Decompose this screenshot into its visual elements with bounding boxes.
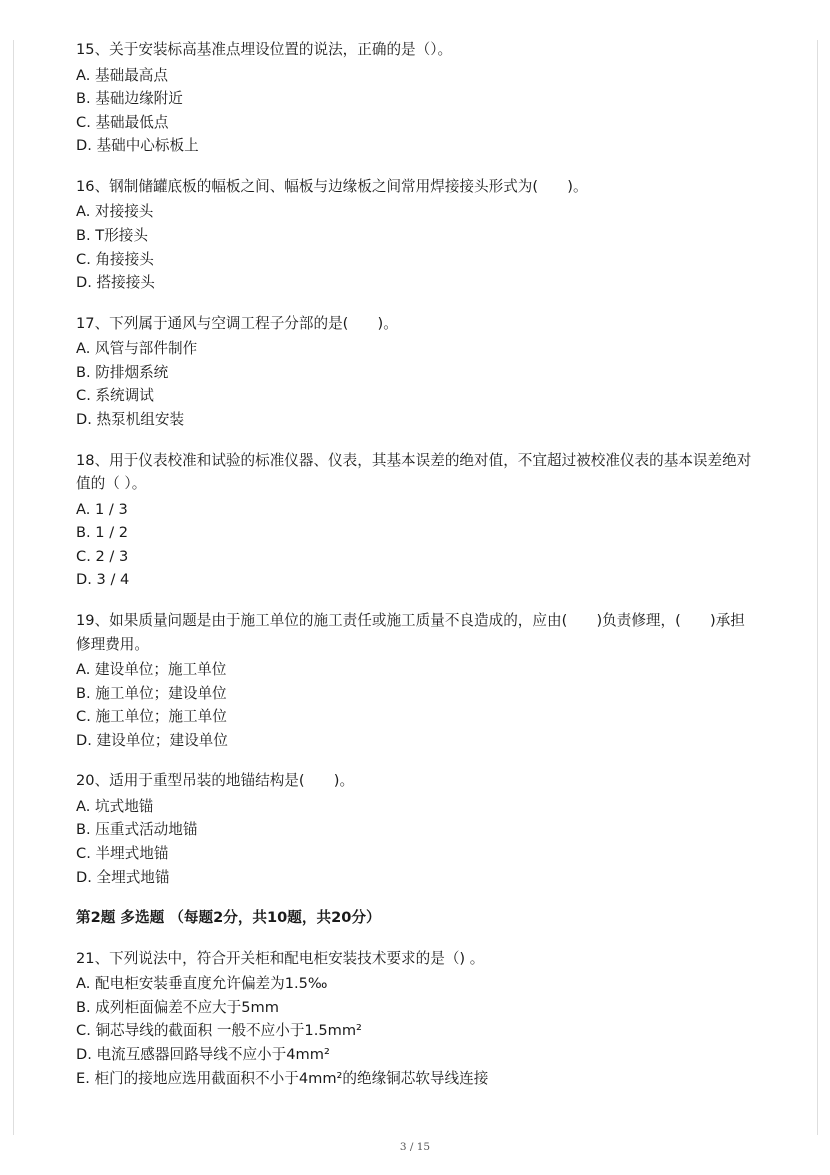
answer-option: C. 系统调试 xyxy=(76,387,154,405)
answer-option: A. 对接接头 xyxy=(76,203,154,221)
answer-option: D. 搭接接头 xyxy=(76,274,155,292)
exam-content xyxy=(76,38,756,1107)
answer-option: C. 角接接头 xyxy=(76,250,154,268)
question-stem: 15、关于安装标高基准点埋设位置的说法，正确的是（）。 xyxy=(76,41,453,58)
answer-option: D. 电流互感器回路导线不应小于4mm² xyxy=(76,1046,330,1064)
answer-option: C. 铜芯导线的截面积 一般不应小于1.5mm² xyxy=(76,1022,362,1040)
answer-option: A. 建设单位；施工单位 xyxy=(76,661,227,678)
answer-option: E. 柜门的接地应选用截面积不小于4mm²的绝缘铜芯软导线连接 xyxy=(76,1069,489,1087)
question-group-single-choice xyxy=(76,38,756,889)
question-stem: 18、用于仪表校准和试验的标准仪器、仪表，其基本误差的绝对值，不宜超过被校准仪表的基本误差绝对值的（ ）。 xyxy=(76,451,752,493)
question-block xyxy=(76,947,756,1090)
answer-option: D. 热泵机组安装 xyxy=(76,411,185,429)
question-block xyxy=(76,175,756,295)
answer-option: B. 基础边缘附近 xyxy=(76,90,183,108)
question-block xyxy=(76,769,756,889)
answer-option: B. 防排烟系统 xyxy=(76,363,169,381)
answer-option: D. 基础中心标板上 xyxy=(76,137,199,155)
answer-option: D. 建设单位；建设单位 xyxy=(76,731,228,749)
section-title: 第2题 多选题 （每题2分，共10题，共20分） xyxy=(76,909,381,927)
answer-option: C. 半埋式地锚 xyxy=(76,845,169,863)
question-stem: 21、下列说法中，符合开关柜和配电柜安装技术要求的是（) 。 xyxy=(76,949,485,967)
answer-option: A. 配电柜安装垂直度允许偏差为1.5‰ xyxy=(76,975,328,993)
answer-option: C. 2 / 3 xyxy=(76,547,129,565)
answer-option: B. 成列柜面偏差不应大于5mm xyxy=(76,998,279,1016)
question-stem: 19、如果质量问题是由于施工单位的施工责任或施工质量不良造成的，应由( )负责修理，( )承担修理费用。 xyxy=(76,612,745,653)
question-stem: 16、钢制储罐底板的幅板之间、幅板与边缘板之间常用焊接接头形式为( )。 xyxy=(76,177,588,195)
page-edge-right xyxy=(817,40,818,1135)
answer-option: A. 风管与部件制作 xyxy=(76,340,198,358)
page-edge-left xyxy=(13,40,14,1135)
question-stem: 17、下列属于通风与空调工程子分部的是( )。 xyxy=(76,314,398,332)
question-block xyxy=(76,449,756,592)
answer-option: D. 3 / 4 xyxy=(76,571,130,589)
answer-option: A. 基础最高点 xyxy=(76,66,168,84)
question-stem: 20、适用于重型吊装的地锚结构是( )。 xyxy=(76,772,355,790)
answer-option: A. 1 / 3 xyxy=(76,500,128,518)
page-number: 3 / 15 xyxy=(399,1141,431,1153)
answer-option: B. 1 / 2 xyxy=(76,524,129,542)
answer-option: B. T形接头 xyxy=(76,226,148,244)
answer-option: B. 施工单位；建设单位 xyxy=(76,684,227,702)
answer-option: C. 施工单位；施工单位 xyxy=(76,708,227,726)
answer-option: B. 压重式活动地锚 xyxy=(76,821,198,839)
question-block xyxy=(76,312,756,432)
question-block xyxy=(76,38,756,158)
answer-option: A. 坑式地锚 xyxy=(76,797,154,815)
question-block xyxy=(76,609,756,752)
answer-option: C. 基础最低点 xyxy=(76,113,169,131)
answer-option: D. 全埋式地锚 xyxy=(76,868,170,886)
question-group-multi-choice xyxy=(76,947,756,1090)
